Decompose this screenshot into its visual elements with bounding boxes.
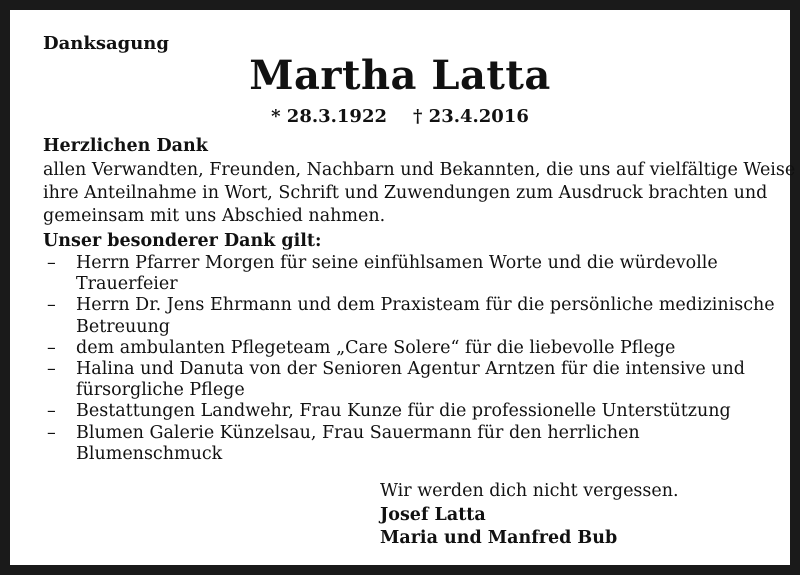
paragraph-line: allen Verwandten, Freunden, Nachbarn und Bekannten, die uns auf vielfältige Weise xyxy=(43,160,796,180)
dash-bullet: – xyxy=(47,401,56,422)
special-thanks-list xyxy=(43,253,773,465)
list-item-line: Herrn Pfarrer Morgen für seine einfühlsamen Worte und die würdevolle xyxy=(76,253,718,273)
thanks-heading: Herzlichen Dank xyxy=(43,136,208,156)
life-dates xyxy=(10,106,790,127)
special-thanks-heading: Unser besonderer Dank gilt: xyxy=(43,231,322,251)
dash-bullet: – xyxy=(47,295,56,316)
list-item-line: dem ambulanten Pflegeteam „Care Solere“ für die liebevolle Pflege xyxy=(76,337,676,358)
dash-bullet: – xyxy=(47,359,56,380)
signature: Maria und Manfred Bub xyxy=(380,528,618,548)
list-item xyxy=(43,423,773,465)
closing-block xyxy=(380,480,679,550)
list-item-line: Blumen Galerie Künzelsau, Frau Sauermann für den herrlichen xyxy=(76,422,640,443)
list-item-line: Blumenschmuck xyxy=(76,443,223,464)
thanks-paragraph xyxy=(43,159,796,228)
list-item xyxy=(43,295,773,337)
list-item xyxy=(43,401,773,422)
closing-line: Wir werden dich nicht vergessen. xyxy=(380,481,679,501)
dash-bullet: – xyxy=(47,422,56,443)
dash-bullet: – xyxy=(47,337,56,358)
list-item-line: Herrn Dr. Jens Ehrmann und dem Praxisteam für die persönliche medizinische xyxy=(76,295,775,316)
paragraph-line: ihre Anteilnahme in Wort, Schrift und Zuwendungen zum Ausdruck brachten und xyxy=(43,183,768,203)
notice-heading: Danksagung xyxy=(43,33,169,54)
list-item-line: Bestattungen Landwehr, Frau Kunze für die professionelle Unterstützung xyxy=(76,401,731,422)
list-item-line: Trauerfeier xyxy=(76,274,178,295)
list-item xyxy=(43,359,773,401)
list-item xyxy=(43,338,773,359)
list-item xyxy=(43,253,773,295)
list-item-line: fürsorgliche Pflege xyxy=(76,380,245,401)
signature: Josef Latta xyxy=(380,505,486,525)
list-item-line: Halina und Danuta von der Senioren Agentur Arntzen für die intensive und xyxy=(76,359,746,380)
birth-date: * 28.3.1922 xyxy=(271,106,387,127)
deceased-name: Martha Latta xyxy=(249,52,551,99)
dash-bullet: – xyxy=(47,253,56,273)
paragraph-line: gemeinsam mit uns Abschied nahmen. xyxy=(43,206,386,226)
list-item-line: Betreuung xyxy=(76,316,170,337)
death-date: † 23.4.2016 xyxy=(413,106,529,127)
